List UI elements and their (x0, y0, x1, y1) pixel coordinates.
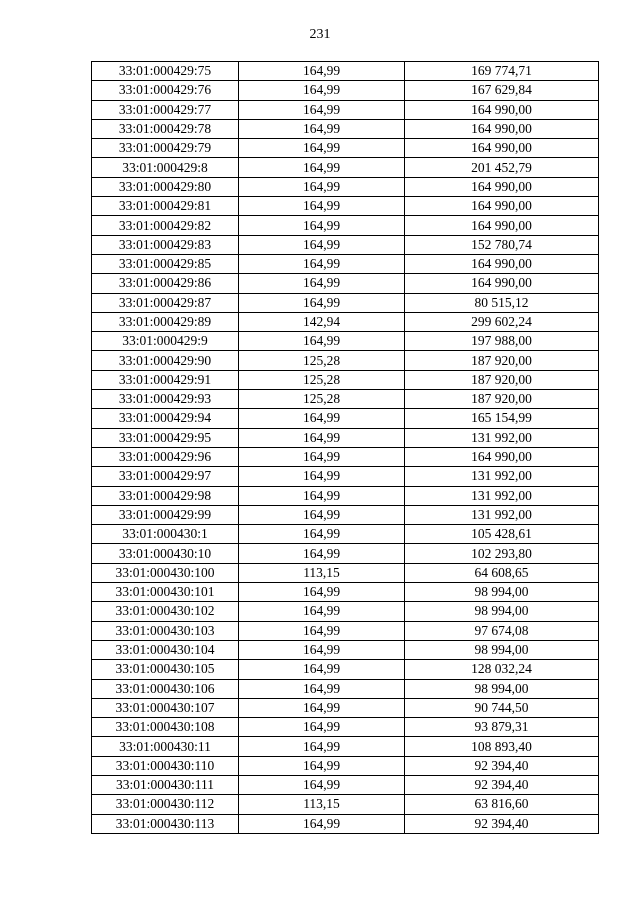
cadastral-value-cell: 108 893,40 (405, 737, 599, 756)
cadastral-value-cell: 152 780,74 (405, 235, 599, 254)
cadastral-value-cell: 92 394,40 (405, 775, 599, 794)
area-cell: 164,99 (239, 409, 405, 428)
table-row (92, 390, 599, 409)
table-row (92, 775, 599, 794)
area-cell: 164,99 (239, 216, 405, 235)
cadastral-number-cell: 33:01:000429:86 (92, 274, 239, 293)
table-row (92, 486, 599, 505)
table-row (92, 505, 599, 524)
cadastral-value-cell: 164 990,00 (405, 177, 599, 196)
cadastral-value-cell: 164 990,00 (405, 119, 599, 138)
table-row (92, 621, 599, 640)
cadastral-number-cell: 33:01:000429:78 (92, 119, 239, 138)
area-cell: 164,99 (239, 100, 405, 119)
area-cell: 164,99 (239, 197, 405, 216)
table-row (92, 235, 599, 254)
table-row (92, 177, 599, 196)
table-row (92, 756, 599, 775)
area-cell: 164,99 (239, 718, 405, 737)
area-cell: 164,99 (239, 737, 405, 756)
table-row (92, 139, 599, 158)
cadastral-value-cell: 92 394,40 (405, 814, 599, 833)
cadastral-value-cell: 164 990,00 (405, 216, 599, 235)
area-cell: 164,99 (239, 293, 405, 312)
cadastral-value-cell: 187 920,00 (405, 351, 599, 370)
cadastral-value-cell: 169 774,71 (405, 62, 599, 81)
cadastral-number-cell: 33:01:000429:81 (92, 197, 239, 216)
table-row (92, 216, 599, 235)
area-cell: 164,99 (239, 139, 405, 158)
area-cell: 164,99 (239, 814, 405, 833)
cadastral-number-cell: 33:01:000430:102 (92, 602, 239, 621)
cadastral-value-cell: 98 994,00 (405, 583, 599, 602)
cadastral-value-table (91, 61, 599, 834)
area-cell: 164,99 (239, 332, 405, 351)
area-cell: 164,99 (239, 158, 405, 177)
cadastral-value-cell: 93 879,31 (405, 718, 599, 737)
area-cell: 164,99 (239, 544, 405, 563)
table-row (92, 274, 599, 293)
table-row (92, 428, 599, 447)
cadastral-value-cell: 102 293,80 (405, 544, 599, 563)
area-cell: 164,99 (239, 621, 405, 640)
table-row (92, 351, 599, 370)
cadastral-value-cell: 97 674,08 (405, 621, 599, 640)
cadastral-number-cell: 33:01:000429:82 (92, 216, 239, 235)
table-row (92, 602, 599, 621)
area-cell: 113,15 (239, 795, 405, 814)
cadastral-number-cell: 33:01:000429:80 (92, 177, 239, 196)
cadastral-value-cell: 299 602,24 (405, 312, 599, 331)
cadastral-number-cell: 33:01:000430:113 (92, 814, 239, 833)
cadastral-number-cell: 33:01:000430:101 (92, 583, 239, 602)
cadastral-value-cell: 165 154,99 (405, 409, 599, 428)
cadastral-number-cell: 33:01:000429:91 (92, 370, 239, 389)
cadastral-number-cell: 33:01:000429:96 (92, 447, 239, 466)
cadastral-number-cell: 33:01:000429:87 (92, 293, 239, 312)
table-row (92, 698, 599, 717)
area-cell: 164,99 (239, 660, 405, 679)
cadastral-value-cell: 105 428,61 (405, 525, 599, 544)
table-row (92, 795, 599, 814)
table-row (92, 737, 599, 756)
table-row (92, 312, 599, 331)
area-cell: 113,15 (239, 563, 405, 582)
cadastral-value-cell: 80 515,12 (405, 293, 599, 312)
cadastral-number-cell: 33:01:000429:99 (92, 505, 239, 524)
cadastral-value-cell: 98 994,00 (405, 640, 599, 659)
area-cell: 164,99 (239, 505, 405, 524)
area-cell: 164,99 (239, 62, 405, 81)
area-cell: 164,99 (239, 81, 405, 100)
area-cell: 164,99 (239, 119, 405, 138)
cadastral-value-cell: 201 452,79 (405, 158, 599, 177)
cadastral-value-cell: 131 992,00 (405, 486, 599, 505)
area-cell: 164,99 (239, 254, 405, 273)
cadastral-value-cell: 131 992,00 (405, 428, 599, 447)
area-cell: 164,99 (239, 640, 405, 659)
cadastral-number-cell: 33:01:000430:104 (92, 640, 239, 659)
cadastral-number-cell: 33:01:000430:11 (92, 737, 239, 756)
table-row (92, 119, 599, 138)
cadastral-value-cell: 187 920,00 (405, 390, 599, 409)
cadastral-number-cell: 33:01:000430:105 (92, 660, 239, 679)
table-row (92, 197, 599, 216)
area-cell: 164,99 (239, 467, 405, 486)
cadastral-value-cell: 92 394,40 (405, 756, 599, 775)
cadastral-value-cell: 64 608,65 (405, 563, 599, 582)
table-row (92, 158, 599, 177)
cadastral-value-cell: 131 992,00 (405, 505, 599, 524)
area-cell: 164,99 (239, 274, 405, 293)
cadastral-number-cell: 33:01:000429:94 (92, 409, 239, 428)
table-row (92, 254, 599, 273)
table-row (92, 467, 599, 486)
cadastral-number-cell: 33:01:000429:77 (92, 100, 239, 119)
area-cell: 164,99 (239, 602, 405, 621)
table-row (92, 81, 599, 100)
area-cell: 164,99 (239, 756, 405, 775)
cadastral-number-cell: 33:01:000430:110 (92, 756, 239, 775)
area-cell: 164,99 (239, 428, 405, 447)
cadastral-value-cell: 98 994,00 (405, 602, 599, 621)
cadastral-value-cell: 164 990,00 (405, 274, 599, 293)
cadastral-value-cell: 167 629,84 (405, 81, 599, 100)
table-row (92, 447, 599, 466)
cadastral-value-cell: 187 920,00 (405, 370, 599, 389)
cadastral-value-cell: 164 990,00 (405, 139, 599, 158)
table-body (92, 62, 599, 834)
table-row (92, 525, 599, 544)
table-row (92, 370, 599, 389)
table-row (92, 660, 599, 679)
cadastral-number-cell: 33:01:000429:89 (92, 312, 239, 331)
cadastral-number-cell: 33:01:000430:112 (92, 795, 239, 814)
area-cell: 164,99 (239, 679, 405, 698)
cadastral-number-cell: 33:01:000430:100 (92, 563, 239, 582)
cadastral-value-cell: 90 744,50 (405, 698, 599, 717)
area-cell: 164,99 (239, 447, 405, 466)
area-cell: 125,28 (239, 370, 405, 389)
area-cell: 164,99 (239, 775, 405, 794)
table-row (92, 62, 599, 81)
area-cell: 142,94 (239, 312, 405, 331)
table-row (92, 814, 599, 833)
cadastral-number-cell: 33:01:000429:9 (92, 332, 239, 351)
page-number: 231 (309, 27, 331, 42)
table-row (92, 563, 599, 582)
cadastral-value-cell: 164 990,00 (405, 254, 599, 273)
area-cell: 164,99 (239, 698, 405, 717)
area-cell: 164,99 (239, 235, 405, 254)
table-row (92, 100, 599, 119)
table-row (92, 544, 599, 563)
table-row (92, 640, 599, 659)
area-cell: 164,99 (239, 177, 405, 196)
area-cell: 125,28 (239, 390, 405, 409)
table-row (92, 679, 599, 698)
cadastral-number-cell: 33:01:000430:108 (92, 718, 239, 737)
cadastral-value-cell: 164 990,00 (405, 447, 599, 466)
cadastral-value-cell: 63 816,60 (405, 795, 599, 814)
cadastral-number-cell: 33:01:000430:10 (92, 544, 239, 563)
cadastral-number-cell: 33:01:000430:111 (92, 775, 239, 794)
cadastral-number-cell: 33:01:000429:79 (92, 139, 239, 158)
cadastral-number-cell: 33:01:000429:83 (92, 235, 239, 254)
cadastral-number-cell: 33:01:000429:85 (92, 254, 239, 273)
table-row (92, 332, 599, 351)
cadastral-number-cell: 33:01:000429:76 (92, 81, 239, 100)
area-cell: 125,28 (239, 351, 405, 370)
cadastral-number-cell: 33:01:000430:103 (92, 621, 239, 640)
table-row (92, 409, 599, 428)
area-cell: 164,99 (239, 525, 405, 544)
cadastral-number-cell: 33:01:000429:8 (92, 158, 239, 177)
cadastral-number-cell: 33:01:000429:98 (92, 486, 239, 505)
cadastral-number-cell: 33:01:000429:97 (92, 467, 239, 486)
area-cell: 164,99 (239, 486, 405, 505)
cadastral-value-cell: 164 990,00 (405, 197, 599, 216)
table-row (92, 583, 599, 602)
cadastral-number-cell: 33:01:000430:106 (92, 679, 239, 698)
cadastral-value-cell: 98 994,00 (405, 679, 599, 698)
cadastral-value-cell: 197 988,00 (405, 332, 599, 351)
cadastral-number-cell: 33:01:000430:1 (92, 525, 239, 544)
cadastral-value-cell: 164 990,00 (405, 100, 599, 119)
area-cell: 164,99 (239, 583, 405, 602)
table-row (92, 718, 599, 737)
cadastral-number-cell: 33:01:000429:93 (92, 390, 239, 409)
cadastral-number-cell: 33:01:000429:75 (92, 62, 239, 81)
cadastral-value-cell: 131 992,00 (405, 467, 599, 486)
table-row (92, 293, 599, 312)
cadastral-number-cell: 33:01:000429:90 (92, 351, 239, 370)
cadastral-number-cell: 33:01:000430:107 (92, 698, 239, 717)
cadastral-number-cell: 33:01:000429:95 (92, 428, 239, 447)
cadastral-value-cell: 128 032,24 (405, 660, 599, 679)
